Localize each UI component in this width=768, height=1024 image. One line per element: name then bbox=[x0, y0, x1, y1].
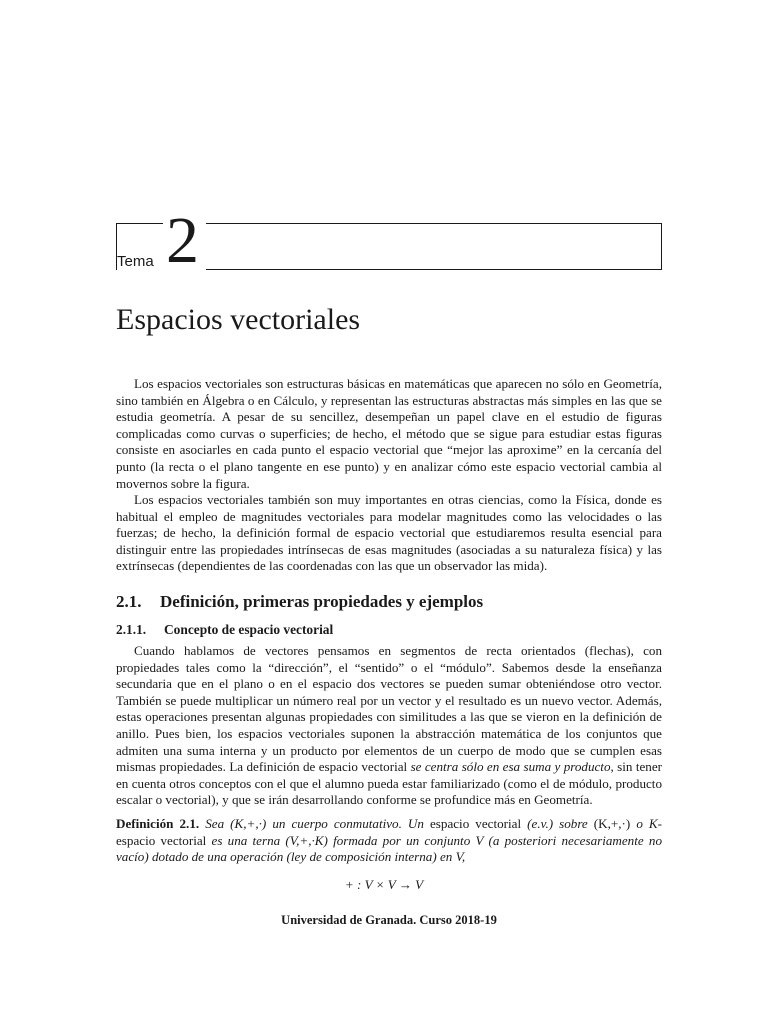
body-text-end: , sin tener en cuenta otros conceptos con el que el alumno pueda estar familiarizado (como el de módulo, producto escalar o vectorial), y que se irán desarrollando conforme se profundice más en Geometría. bbox=[116, 759, 662, 808]
subsection-title: Concepto de espacio vectorial bbox=[164, 622, 334, 637]
subsection-number: 2.1.1. bbox=[116, 622, 147, 637]
definition-formula: + : V × V → V bbox=[344, 877, 424, 892]
section-heading bbox=[116, 592, 483, 612]
chapter-frame-right bbox=[206, 223, 662, 270]
body-text-emphasis: se centra sólo en esa suma y producto bbox=[410, 759, 611, 775]
intro-paragraph-1: Los espacios vectoriales son estructuras básicas en matemáticas que aparecen no sólo en Geometría, sino también en Álgebra o en Cálculo, y representan las estructuras abstractas más simples en las que se estudia geometría. A pesar de su sencillez, desempeñan un papel clave en el estudio de figuras complicadas como curvas o superficies; de hecho, el método que se sigue para estudiar estas figuras consiste en asociarles en cada punto el espacio vectorial que “mejor las aproxime” en la cercanía del punto (la recta o el plano tangente en ese punto) y en analizar cómo este espacio vectorial cambia al movernos sobre la figura. bbox=[116, 376, 662, 491]
chapter-number: 2 bbox=[166, 204, 199, 277]
intro-paragraph-2: Los espacios vectoriales también son muy importantes en otras ciencias, como la Física, donde es habitual el empleo de magnitudes vectoriales para modelar magnitudes como las velocidades o las fuerzas; de hecho, la definición formal de espacio vectorial que estudiaremos resulta esencial para distinguir entre las propiedades intrínsecas de esas magnitudes (asociadas a su naturaleza física) y las extrínsecas (dependientes de las coordenadas con las que un observador las mida). bbox=[116, 492, 662, 574]
chapter-label: Tema bbox=[117, 253, 154, 270]
page-footer: Universidad de Granada. Curso 2018-19 bbox=[281, 913, 497, 927]
section-title: Definición, primeras propiedades y ejemplos bbox=[160, 592, 484, 611]
definition-2-1 bbox=[116, 816, 662, 866]
section-number: 2.1. bbox=[116, 592, 142, 611]
definition-term-1: espacio vectorial bbox=[429, 816, 522, 831]
body-text-start: Cuando hablamos de vectores pensamos en segmentos de recta orientados (flechas), con propiedades tales como la “dirección”, el “sentido” o el “módulo”. Sabemos desde la enseñanza secundaria que en el plano o en el espacio dos vectores se pueden sumar obteniéndose otro vector. También se puede multiplicar un número real por un vector y el resultado es un nuevo vector. Además, estas operaciones presentan algunas propiedades con similitudes a las que se vieron en la definición de anillo. Pues bien, los espacios vectoriales suponen la abstracción matemática de los conjuntos que admiten una suma interna y un producto por elementos de un cuerpo de modo que se cumplen esas mismas propiedades. La definición de espacio vectorial bbox=[116, 643, 662, 775]
chapter-title: Espacios vectoriales bbox=[116, 303, 361, 336]
definition-label: Definición 2.1. bbox=[116, 816, 200, 831]
body-paragraph bbox=[116, 643, 662, 809]
subsection-heading bbox=[116, 622, 333, 638]
definition-text-5: es una terna (V,+,·K) formada por un conjunto V (a posteriori necesariamente no vacío) dotado de una operación (ley de composición interna) en V, bbox=[116, 832, 662, 865]
definition-text-1: Sea (K,+,·) un cuerpo conmutativo. Un bbox=[199, 816, 430, 831]
definition-text-2: (e.v.) sobre bbox=[521, 816, 594, 831]
definition-text-4: o K- bbox=[630, 816, 663, 831]
definition-text-3: (K,+,·) bbox=[593, 816, 631, 831]
definition-term-2: espacio vectorial bbox=[116, 832, 207, 848]
